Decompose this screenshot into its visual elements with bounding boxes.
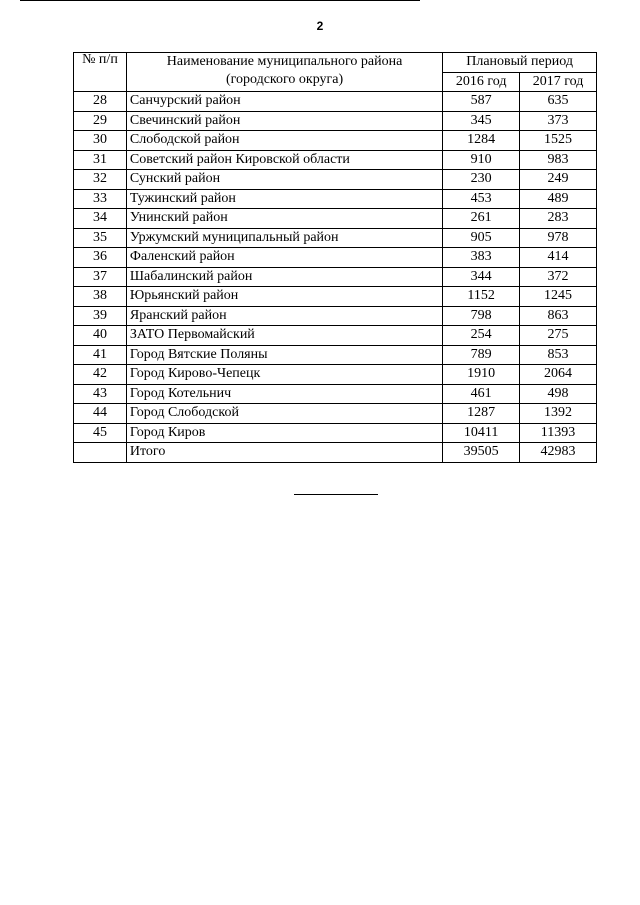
table-row (74, 384, 597, 404)
row-value-2017: 978 (520, 228, 597, 248)
row-value-2017: 249 (520, 170, 597, 190)
total-value-2017: 42983 (520, 443, 597, 463)
row-value-2016: 261 (443, 209, 520, 229)
row-value-2016: 344 (443, 267, 520, 287)
row-num: 32 (74, 170, 127, 190)
table-total-row (74, 443, 597, 463)
row-value-2017: 635 (520, 92, 597, 112)
row-value-2017: 853 (520, 345, 597, 365)
row-value-2016: 453 (443, 189, 520, 209)
header-num: № п/п (74, 53, 127, 92)
table-row (74, 326, 597, 346)
row-value-2016: 798 (443, 306, 520, 326)
row-num: 29 (74, 111, 127, 131)
row-num: 35 (74, 228, 127, 248)
table-row (74, 345, 597, 365)
row-value-2016: 383 (443, 248, 520, 268)
row-name: Шабалинский район (126, 267, 442, 287)
row-value-2016: 230 (443, 170, 520, 190)
row-name: Слободской район (126, 131, 442, 151)
row-value-2017: 283 (520, 209, 597, 229)
row-value-2017: 1245 (520, 287, 597, 307)
total-num (74, 443, 127, 463)
header-name (126, 53, 442, 92)
row-num: 39 (74, 306, 127, 326)
table-row (74, 404, 597, 424)
row-num: 42 (74, 365, 127, 385)
row-value-2016: 587 (443, 92, 520, 112)
table-body (74, 92, 597, 463)
row-value-2017: 372 (520, 267, 597, 287)
row-num: 28 (74, 92, 127, 112)
row-value-2017: 414 (520, 248, 597, 268)
row-name: Фаленский район (126, 248, 442, 268)
row-name: Унинский район (126, 209, 442, 229)
row-num: 31 (74, 150, 127, 170)
table-row (74, 306, 597, 326)
row-value-2017: 863 (520, 306, 597, 326)
table-row (74, 111, 597, 131)
row-name: Свечинский район (126, 111, 442, 131)
row-value-2017: 1392 (520, 404, 597, 424)
row-value-2016: 1152 (443, 287, 520, 307)
total-label: Итого (126, 443, 442, 463)
row-num: 30 (74, 131, 127, 151)
row-value-2017: 1525 (520, 131, 597, 151)
header-year-2016: 2016 год (443, 72, 520, 92)
row-num: 36 (74, 248, 127, 268)
row-num: 41 (74, 345, 127, 365)
table-row (74, 92, 597, 112)
row-value-2017: 11393 (520, 423, 597, 443)
row-name: Город Котельнич (126, 384, 442, 404)
row-value-2016: 1287 (443, 404, 520, 424)
header-name-line2: (городского округа) (225, 71, 344, 87)
total-value-2016: 39505 (443, 443, 520, 463)
row-value-2017: 2064 (520, 365, 597, 385)
row-name: Город Слободской (126, 404, 442, 424)
row-value-2016: 461 (443, 384, 520, 404)
table-header-row (74, 53, 597, 73)
row-num: 43 (74, 384, 127, 404)
row-name: Советский район Кировской области (126, 150, 442, 170)
row-name: Уржумский муниципальный район (126, 228, 442, 248)
row-value-2017: 275 (520, 326, 597, 346)
row-value-2016: 905 (443, 228, 520, 248)
table-row (74, 209, 597, 229)
table-row (74, 131, 597, 151)
top-edge-line (20, 0, 420, 1)
header-period: Плановый период (443, 53, 597, 73)
row-name: Тужинский район (126, 189, 442, 209)
row-name: Город Киров (126, 423, 442, 443)
table-row (74, 267, 597, 287)
row-value-2017: 498 (520, 384, 597, 404)
row-name: Юрьянский район (126, 287, 442, 307)
row-value-2016: 789 (443, 345, 520, 365)
table-row (74, 287, 597, 307)
row-name: Сунский район (126, 170, 442, 190)
table-row (74, 423, 597, 443)
row-num: 33 (74, 189, 127, 209)
header-year-2017: 2017 год (520, 72, 597, 92)
table-row (74, 170, 597, 190)
table-row (74, 365, 597, 385)
table-row (74, 248, 597, 268)
table-row (74, 189, 597, 209)
header-name-line1: Наименование муниципального района (166, 54, 403, 69)
row-value-2016: 10411 (443, 423, 520, 443)
table-row (74, 228, 597, 248)
row-num: 37 (74, 267, 127, 287)
table-row (74, 150, 597, 170)
row-value-2017: 373 (520, 111, 597, 131)
row-num: 44 (74, 404, 127, 424)
row-value-2016: 1910 (443, 365, 520, 385)
row-value-2016: 345 (443, 111, 520, 131)
row-value-2017: 489 (520, 189, 597, 209)
row-value-2016: 1284 (443, 131, 520, 151)
row-name: Город Кирово-Чепецк (126, 365, 442, 385)
row-name: Город Вятские Поляны (126, 345, 442, 365)
row-value-2016: 254 (443, 326, 520, 346)
row-num: 38 (74, 287, 127, 307)
row-name: Санчурский район (126, 92, 442, 112)
row-num: 40 (74, 326, 127, 346)
page-number: 2 (316, 19, 324, 33)
row-num: 45 (74, 423, 127, 443)
row-num: 34 (74, 209, 127, 229)
allocation-table (73, 52, 597, 463)
row-name: Яранский район (126, 306, 442, 326)
row-value-2016: 910 (443, 150, 520, 170)
end-rule (294, 494, 378, 495)
row-value-2017: 983 (520, 150, 597, 170)
row-name: ЗАТО Первомайский (126, 326, 442, 346)
